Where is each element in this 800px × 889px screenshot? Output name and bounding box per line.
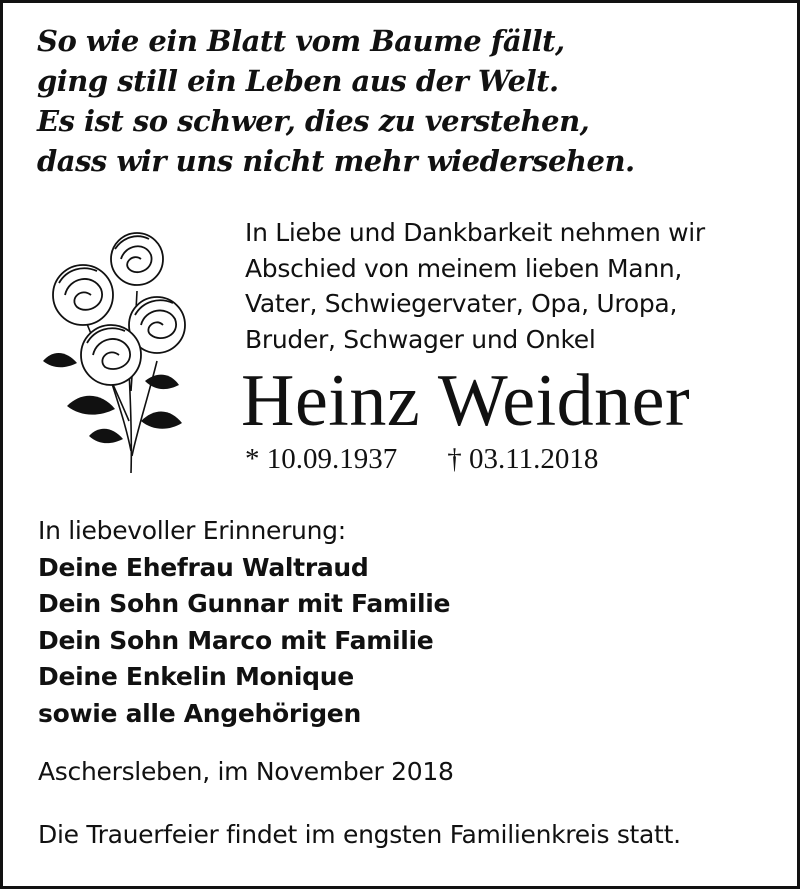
life-dates	[245, 441, 598, 477]
mourner: Dein Sohn Gunnar mit Familie	[38, 589, 451, 618]
mourner: sowie alle Angehörigen	[38, 698, 361, 728]
mourners-list	[38, 513, 450, 732]
intro-line: Abschied von meinem lieben Mann,	[245, 253, 683, 283]
mourner: Deine Ehefrau Waltraud	[38, 552, 369, 582]
memorial-poem	[37, 21, 635, 181]
rose-bouquet-icon	[37, 221, 187, 475]
place-date: Aschersleben, im November 2018	[38, 757, 454, 786]
poem-line: dass wir uns nicht mehr wiedersehen.	[37, 144, 635, 178]
poem-line: Es ist so schwer, dies zu verstehen,	[37, 104, 590, 138]
funeral-note: Die Trauerfeier findet im engsten Familienkreis statt.	[38, 820, 681, 849]
intro-line: Vater, Schwiegervater, Opa, Uropa,	[245, 289, 678, 318]
intro-line: In Liebe und Dankbarkeit nehmen wir	[245, 218, 705, 247]
mourner: Dein Sohn Marco mit Familie	[38, 625, 434, 655]
poem-line: ging still ein Leben aus der Welt.	[37, 64, 559, 98]
birth-date: * 10.09.1937	[245, 443, 398, 475]
farewell-intro	[245, 215, 705, 357]
poem-line: So wie ein Blatt vom Baume fällt,	[37, 24, 565, 58]
death-date: † 03.11.2018	[447, 443, 599, 475]
deceased-name: Heinz Weidner	[241, 360, 691, 442]
mourner: Deine Enkelin Monique	[38, 662, 354, 691]
memory-heading: In liebevoller Erinnerung:	[38, 516, 346, 545]
intro-line: Bruder, Schwager und Onkel	[245, 324, 596, 354]
